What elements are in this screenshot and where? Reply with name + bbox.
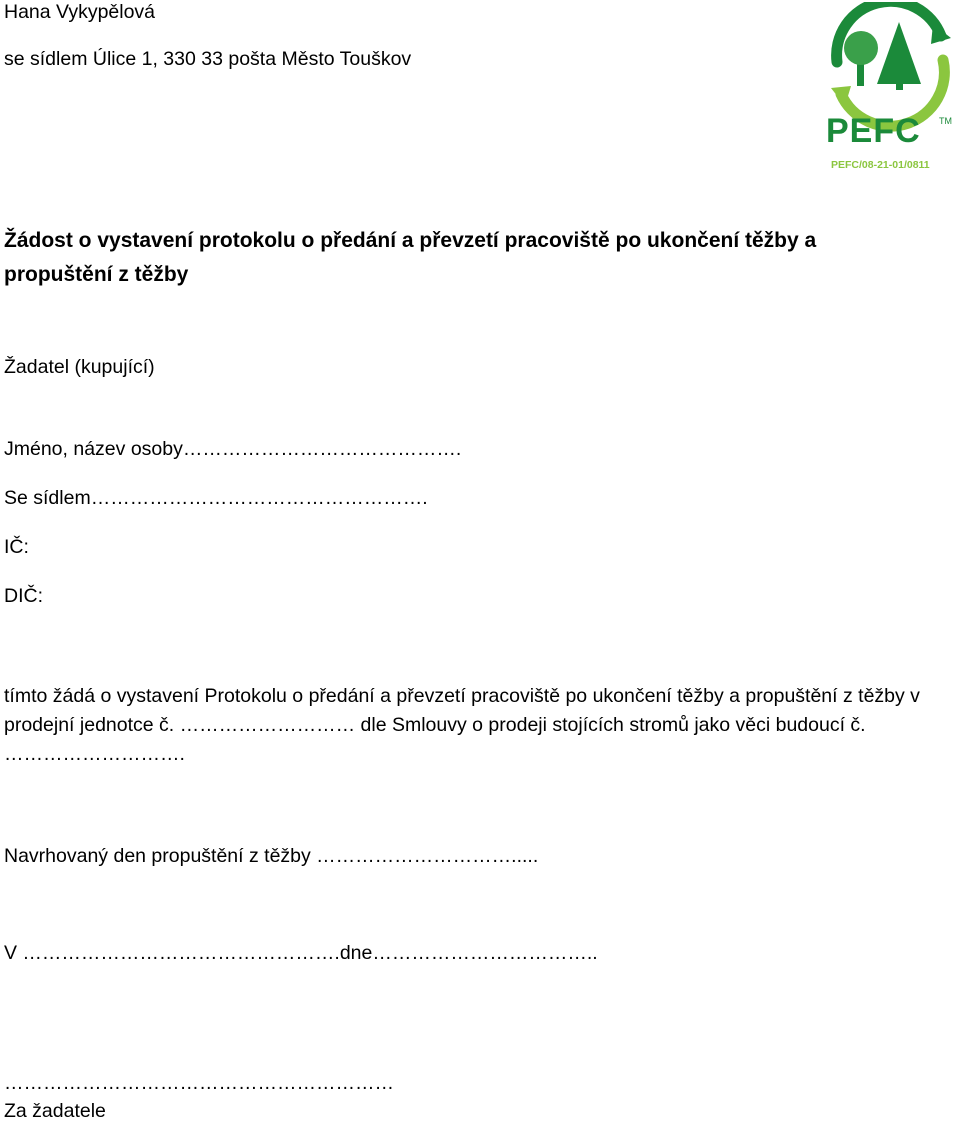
signature-label: Za žadatele <box>4 1100 106 1122</box>
place-date: V ………………………………………….dne…………………………….. <box>4 942 598 964</box>
dic-field: DIČ: <box>4 585 43 607</box>
pefc-logo <box>823 2 957 174</box>
applicant-name: Hana Vykypělová <box>4 1 156 23</box>
request-paragraph: tímto žádá o vystavení Protokolu o předání a převzetí pracoviště po ukončení těžby a propuštění z těžby v prodejní jednotce č. ……………………… dle Smlouvy o prodeji stojících stromů jako věci budoucí č. ………………………. <box>4 685 920 765</box>
name-field: Jméno, název osoby……………………………………. <box>4 438 462 460</box>
applicant-heading: Žadatel (kupující) <box>4 356 155 378</box>
applicant-address: se sídlem Úlice 1, 330 33 pošta Město Touškov <box>4 48 412 70</box>
ic-field: IČ: <box>4 536 29 558</box>
pefc-certificate-code: PEFC/08-21-01/0811 <box>831 159 930 171</box>
pefc-brand-text: PEFC <box>826 112 921 150</box>
pefc-logo-graphic <box>823 2 957 174</box>
seat-field: Se sídlem……………………………………………. <box>4 487 428 509</box>
document-title: Žádost o vystavení protokolu o předání a převzetí pracoviště po ukončení těžby a propuštění z těžby <box>4 229 817 286</box>
signature-line: …………………………………………………… <box>4 1072 394 1094</box>
proposed-date: Navrhovaný den propuštění z těžby …………………………..... <box>4 845 539 867</box>
pefc-trademark: TM <box>939 116 952 126</box>
